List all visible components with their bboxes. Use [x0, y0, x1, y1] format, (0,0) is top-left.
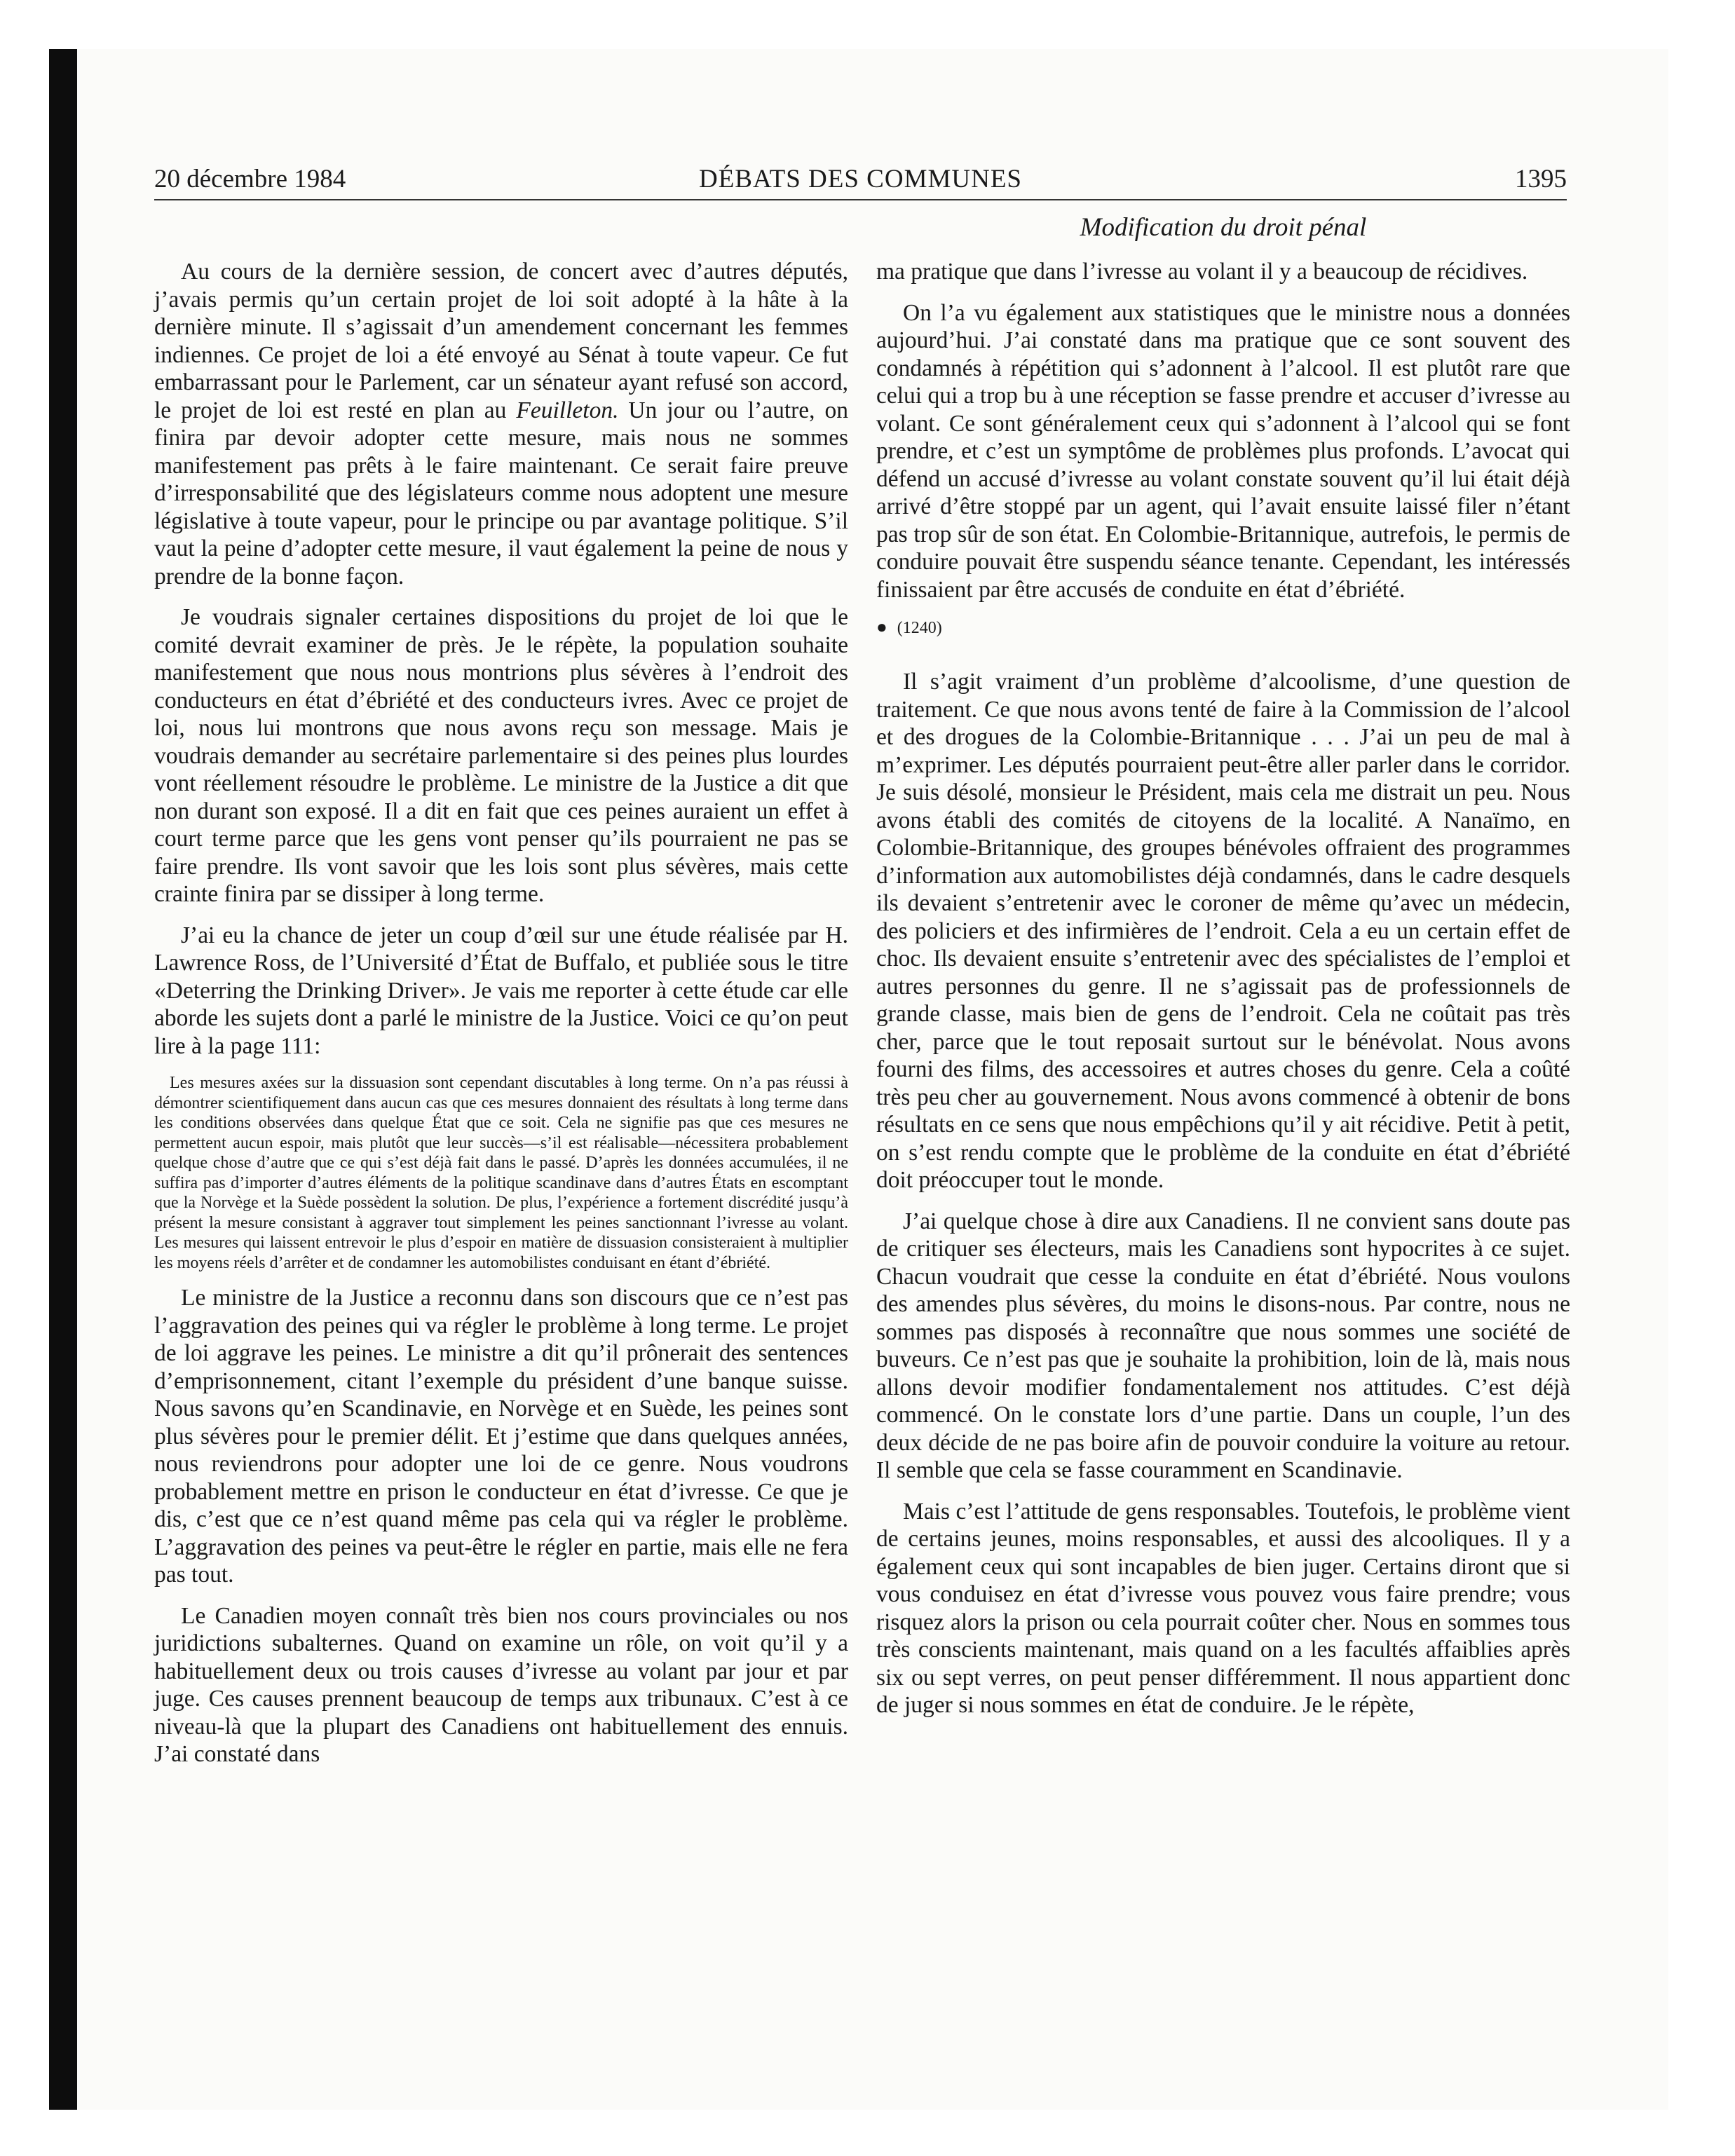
- paragraph-text: Au cours de la dernière session, de concert avec d’autres députés, j’avais permis qu’un certain projet de loi soit adopté à la hâte à la dernière minute. Il s’agissait d’un amendement concernant les femmes indiennes. Ce projet de loi a été envoyé au Sénat à toute vapeur. Ce fut embarrassant pour le Parlement, car un sénateur ayant refusé son accord, le projet de loi est resté en plan au: [154, 259, 848, 423]
- left-column: [154, 258, 848, 1782]
- block-quote: Les mesures axées sur la dissuasion sont cependant discutables à long terme. On n’a pas réussi à démontrer scientifiquement dans aucun cas que ces mesures donnaient des résultats à long terme dans les conditions observées dans quelque État que ce soit. Cela ne signifie pas que ces mesures ne permettent aucun espoir, mais plutôt que leur succès—s’il est réalisable—nécessitera probablement quelque chose d’autre que ce qui s’est déjà fait dans le passé. D’après les données accumulées, il ne suffira pas d’importer d’autres éléments de la politique scandinave dans d’autres États en escomptant que la Norvège et la Suède possèdent la solution. De plus, l’expérience a fortement discrédité jusqu’à présent la mesure consistant à aggraver tout simplement les peines sanctionnant l’ivresse au volant. Les mesures qui laissent entrevoir le plus d’espoir en matière de dissuasion consisteraient à multiplier les moyens réels d’arrêter et de condamner les automobilistes conduisant en étant d’ébriété.: [154, 1074, 848, 1272]
- paragraph: Je voudrais signaler certaines dispositions du projet de loi que le comité devrait examiner de près. Je le répète, la population souhaite manifestement que nous nous montrions plus sévères à l’endroit des conducteurs en état d’ébriété et des conducteurs ivres. Avec ce projet de loi, nous lui montrons que nous avons reçu son message. Mais je voudrais demander au secrétaire parlementaire si des peines plus lourdes vont réellement résoudre le problème. Le ministre de la Justice a dit que non durant son exposé. Il a dit en fait que ces peines auraient un effet à court terme parce que les gens vont penser qu’ils pourraient ne pas se faire prendre. Ils vont savoir que les lois sont plus sévères, mais cette crainte finira par se dissiper à long terme.: [154, 604, 848, 907]
- italic-text: Feuilleton.: [516, 397, 619, 423]
- bullet-icon: ●: [876, 617, 887, 637]
- page-header: [154, 160, 1567, 200]
- paragraph: On l’a vu également aux statistiques que le ministre nous a données aujourd’hui. J’ai constaté dans ma pratique que ce sont souvent des condamnés à répétition qui s’adonnent à l’alcool. Il est plutôt rare que celui qui a trop bu à une réception se fasse prendre et accuser d’ivresse au volant. Ce sont généralement ceux qui s’adonnent à l’alcool qui se font prendre, et c’est un symptôme de problèmes plus profonds. L’avocat qui défend un accusé d’ivresse au volant constate souvent qu’il lui était déjà arrivé d’être stoppé par un agent, qui l’avait ensuite laissé filer n’étant pas trop sûr de son état. En Colombie-Britannique, autrefois, le permis de conduire pouvait être suspendu séance tenante. Cependant, les intéressés finissaient par être accusés de conduite en état d’ébriété.: [876, 299, 1570, 603]
- running-title: Modification du droit pénal: [1080, 213, 1367, 242]
- time-marker-text: (1240): [897, 619, 942, 637]
- header-page-number: 1395: [1515, 165, 1567, 193]
- paragraph: Le Canadien moyen connaît très bien nos cours provinciales ou nos juridictions subalternes. Quand on examine un rôle, on voit qu’il y a habituellement deux ou trois causes d’ivresse au volant par jour et par juge. Ces causes prennent beaucoup de temps aux tribunaux. C’est à ce niveau-là que la plupart des Canadiens ont habituellement des ennuis. J’ai constaté dans: [154, 1602, 848, 1767]
- paragraph: [154, 258, 848, 590]
- paragraph: Le ministre de la Justice a reconnu dans son discours que ce n’est pas l’aggravation des peines qui va régler le problème à long terme. Le projet de loi aggrave les peines. Le ministre a dit qu’il prônerait des sentences d’emprisonnement, citant l’exemple du président d’une banque suisse. Nous savons qu’en Scandinavie, en Norvège et en Suède, les peines sont plus sévères pour le premier délit. Et j’estime que dans quelques années, nous reviendrons pour adopter une loi de ce genre. Nous voudrons probablement mettre en prison le conducteur en état d’ivresse. Ce que je dis, c’est que ce n’est quand même pas cela qui va régler le problème. L’aggravation des peines va peut-être le régler en partie, mais elle ne fera pas tout.: [154, 1285, 848, 1588]
- scan-edge-bar: [49, 49, 77, 2110]
- paragraph-continuation: ma pratique que dans l’ivresse au volant il y a beaucoup de récidives.: [876, 259, 1528, 285]
- header-date: 20 décembre 1984: [154, 165, 346, 193]
- time-marker: [876, 617, 1570, 639]
- paragraph: Mais c’est l’attitude de gens responsables. Toutefois, le problème vient de certains jeunes, moins responsables, et aussi des alcooliques. Il y a également ceux qui sont incapables de bien juger. Certains diront que si vous conduisez en état d’ivresse vous pouvez vous faire prendre; vous risquez alors la prison ou cela pourrait coûter cher. Nous en sommes tous très conscients maintenant, mais quand on a les facultés affaiblies après six ou sept verres, on peut penser différemment. Il nous appartient donc de juger si nous sommes en état de conduire. Je le répète,: [876, 1498, 1570, 1718]
- header-journal-title: DÉBATS DES COMMUNES: [698, 165, 1022, 193]
- right-column: [876, 258, 1570, 1733]
- paragraph: J’ai quelque chose à dire aux Canadiens. Il ne convient sans doute pas de critiquer ses électeurs, mais les Canadiens sont hypocrites à ce sujet. Chacun voudrait que cesse la conduite en état d’ébriété. Nous voulons des amendes plus sévères, du moins le disons-nous. Par contre, nous ne sommes pas disposés à reconnaître que nous sommes une société de buveurs. Ce n’est pas que je souhaite la prohibition, loin de là, mais nous allons devoir modifier fondamentalement nos attitudes. C’est déjà commencé. On le constate lors d’une partie. Dans un couple, l’un des deux décide de ne pas boire afin de pouvoir conduire la voiture au retour. Il semble que cela se fasse couramment en Scandinavie.: [876, 1208, 1570, 1483]
- paragraph: Il s’agit vraiment d’un problème d’alcoolisme, d’une question de traitement. Ce que nous avons tenté de faire à la Commission de l’alcool et des drogues de la Colombie-Britannique . . . J’ai un peu de mal à m’exprimer. Les députés pourraient peut-être aller parler dans le corridor. Je suis désolé, monsieur le Président, mais cela me distrait un peu. Nous avons établi des comités de citoyens de la localité. A Nanaïmo, en Colombie-Britannique, des groupes bénévoles offraient des programmes d’information aux automobilistes déjà condamnés, dans le cadre desquels ils devaient s’entretenir avec le coroner de même qu’avec un médecin, des policiers et des infirmières de l’endroit. Cela a eu un certain effet de choc. Ils devaient ensuite s’entretenir avec des spécialistes de l’emploi et autres personnes du genre. Il ne s’agissait pas de professionnels de grande classe, mais bien de gens de l’endroit. Cela ne coûtait pas très cher, parce que le tout reposait surtout sur le bénévolat. Nous avons fourni des films, des accessoires et autres choses du genre. Cela a coûté très peu cher au gouvernement. Nous avons commencé à obtenir de bons résultats en ce sens que nous empêchions qu’il y ait récidive. Petit à petit, on s’est rendu compte que le problème de la conduite en état d’ébriété doit préoccuper tout le monde.: [876, 669, 1570, 1193]
- paragraph-text: Un jour ou l’autre, on finira par devoir adopter cette mesure, mais nous ne sommes manifestement pas prêts à le faire maintenant. Ce serait faire preuve d’irresponsabilité que des législateurs comme nous adoptent une mesure législative à toute vapeur, pour le principe ou par avantage politique. S’il vaut la peine d’adopter cette mesure, il vaut également la peine de nous y prendre de la bonne façon.: [154, 397, 848, 589]
- paragraph: J’ai eu la chance de jeter un coup d’œil sur une étude réalisée par H. Lawrence Ross, de l’Université d’État de Buffalo, et publiée sous le titre «Deterring the Drinking Driver». Je vais me reporter à cette étude car elle aborde les sujets dont a parlé le ministre de la Justice. Voici ce qu’on peut lire à la page 111:: [154, 922, 848, 1059]
